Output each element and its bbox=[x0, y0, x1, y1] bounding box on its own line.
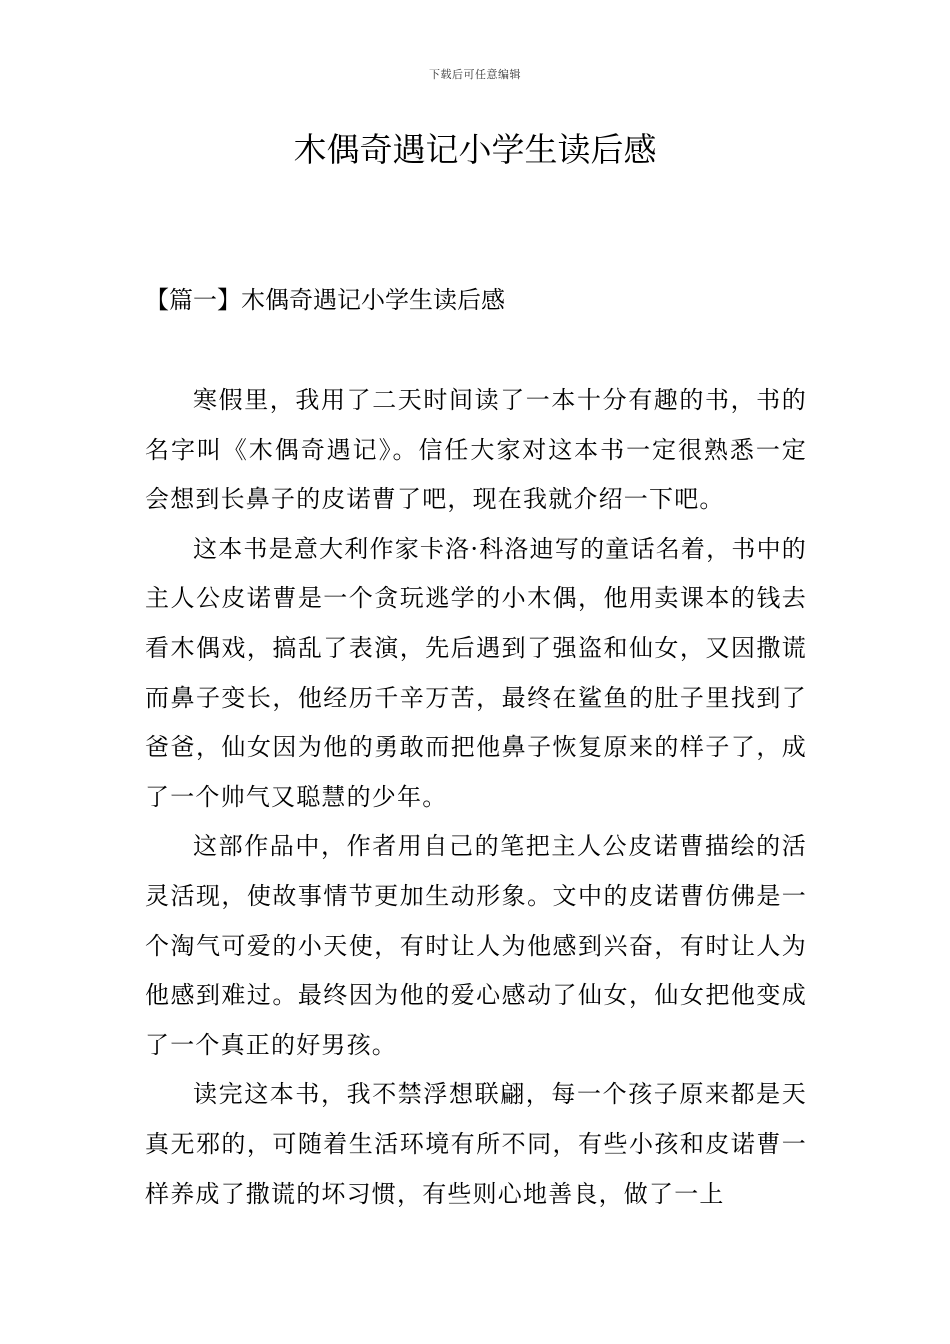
section-heading: 【篇一】木偶奇遇记小学生读后感 bbox=[145, 286, 505, 314]
body-paragraph: 寒假里，我用了二天时间读了一本十分有趣的书，书的名字叫《木偶奇遇记》。信任大家对这本书一定很熟悉一定会想到长鼻子的皮诺曹了吧，现在我就介绍一下吧。 bbox=[145, 386, 807, 514]
document-body bbox=[145, 376, 807, 1219]
body-paragraph: 读完这本书，我不禁浮想联翩，每一个孩子原来都是天真无邪的，可随着生活环境有所不同，有些小孩和皮诺曹一样养成了撒谎的坏习惯，有些则心地善良，做了一上 bbox=[145, 1080, 807, 1208]
body-paragraph: 这部作品中，作者用自己的笔把主人公皮诺曹描绘的活灵活现，使故事情节更加生动形象。文中的皮诺曹仿佛是一个淘气可爱的小天使，有时让人为他感到兴奋，有时让人为他感到难过。最终因为他的爱心感动了仙女，仙女把他变成了一个真正的好男孩。 bbox=[145, 832, 807, 1059]
document-title: 木偶奇遇记小学生读后感 bbox=[293, 130, 657, 169]
header-note: 下载后可任意编辑 bbox=[429, 68, 521, 81]
body-paragraph: 这本书是意大利作家卡洛·科洛迪写的童话名着，书中的主人公皮诺曹是一个贪玩逃学的小木偶，他用卖课本的钱去看木偶戏，搞乱了表演，先后遇到了强盗和仙女，又因撒谎而鼻子变长，他经历千辛万苦，最终在鲨鱼的肚子里找到了爸爸，仙女因为他的勇敢而把他鼻子恢复原来的样子了，成了一个帅气又聪慧的少年。 bbox=[145, 534, 807, 811]
